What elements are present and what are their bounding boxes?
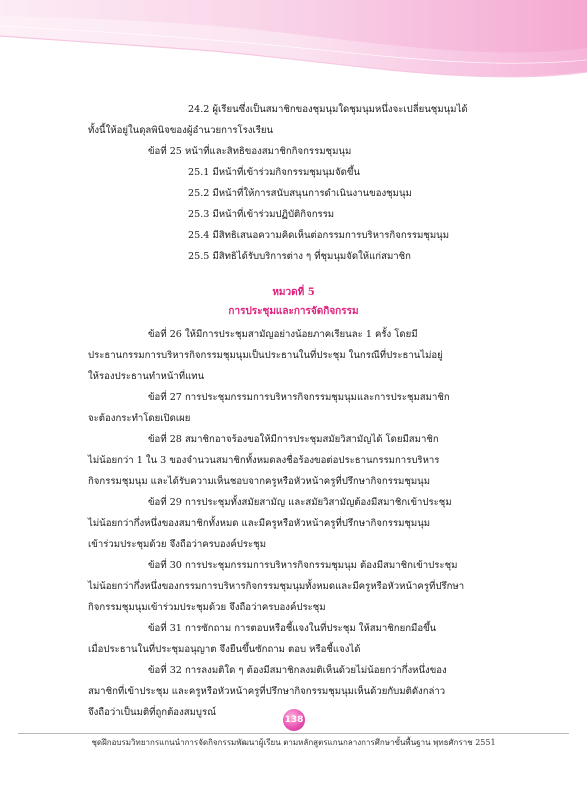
- body-line: ข้อที่ 31 การซักถาม การตอบหรือชี้แจงในที่ประชุม ให้สมาชิกยกมือขึ้น: [148, 623, 437, 634]
- body-line: กิจกรรมชุมนุมเข้าร่วมประชุมด้วย จึงถือว่าครบองค์ประชุม: [88, 602, 326, 613]
- footer-divider: [18, 733, 569, 734]
- chapter-title: การประชุมและการจัดกิจกรรม: [228, 306, 359, 317]
- body-line: ข้อที่ 28 สมาชิกอาจร้องขอให้มีการประชุมสมัยวิสามัญได้ โดยมีสมาชิก: [148, 434, 439, 445]
- body-line: ให้รองประธานทำหน้าที่แทน: [88, 371, 205, 382]
- article-25-heading: ข้อที่ 25 หน้าที่และสิทธิของสมาชิกกิจกรรมชุมนุม: [148, 146, 352, 157]
- body-line: สมาชิกที่เข้าประชุม และครูหรือหัวหน้าครูที่ปรึกษากิจกรรมชุมนุมเห็นด้วยกับมติดังกล่าว: [88, 686, 446, 697]
- body-line: จึงถือว่าเป็นมติที่ถูกต้องสมบูรณ์: [88, 707, 217, 718]
- body-line: เมื่อประธานในที่ประชุมอนุญาต จึงยืนขึ้นซักถาม ตอบ หรือชี้แจงได้: [88, 644, 361, 655]
- body-line: ไม่น้อยกว่า 1 ใน 3 ของจำนวนสมาชิกทั้งหมดลงชื่อร้องขอต่อประธานกรรมการบริหาร: [88, 455, 440, 466]
- body-line: ข้อที่ 27 การประชุมกรรมการบริหารกิจกรรมชุมนุมและการประชุมสมาชิก: [148, 392, 450, 403]
- body-line: จะต้องกระทำโดยเปิดเผย: [88, 413, 191, 424]
- body-line: ไม่น้อยกว่ากึ่งหนึ่งของสมาชิกทั้งหมด และมีครูหรือหัวหน้าครูที่ปรึกษากิจกรรมชุมนุม: [88, 518, 431, 529]
- item-25-4: 25.4 มีสิทธิเสนอความคิดเห็นต่อกรรมการบริหารกิจกรรมชุมนุม: [188, 230, 450, 241]
- item-25-3: 25.3 มีหน้าที่เข้าร่วมปฏิบัติกิจกรรม: [188, 209, 335, 220]
- body-line: ข้อที่ 32 การลงมติใด ๆ ต้องมีสมาชิกลงมติเห็นด้วยไม่น้อยกว่ากึ่งหนึ่งของ: [148, 665, 447, 676]
- body-line: ประธานกรรมการบริหารกิจกรรมชุมนุมเป็นประธานในที่ประชุม ในกรณีที่ประธานไม่อยู่: [88, 350, 443, 361]
- body-line: ข้อที่ 26 ให้มีการประชุมสามัญอย่างน้อยภาคเรียนละ 1 ครั้ง โดยมี: [148, 329, 418, 340]
- body-line: กิจกรรมชุมนุม และได้รับความเห็นชอบจากครูหรือหัวหน้าครูที่ปรึกษากิจกรรมชุมนุม: [88, 476, 431, 487]
- body-line: เข้าร่วมประชุมด้วย จึงถือว่าครบองค์ประชุม: [88, 539, 267, 550]
- body-line: ข้อที่ 30 การประชุมกรรมการบริหารกิจกรรมชุมนุม ต้องมีสมาชิกเข้าประชุม: [148, 560, 458, 571]
- item-25-2: 25.2 มีหน้าที่ให้การสนับสนุนการดำเนินงานของชุมนุม: [188, 188, 412, 199]
- item-25-1: 25.1 มีหน้าที่เข้าร่วมกิจกรรมชุมนุมจัดขึ้น: [188, 167, 360, 178]
- page-number-badge: 138: [283, 709, 305, 731]
- item-24-2-line-1: 24.2 ผู้เรียนซึ่งเป็นสมาชิกของชุมนุมใดชุมนุมหนึ่งจะเปลี่ยนชุมนุมได้: [188, 104, 468, 115]
- item-24-2-line-2: ทั้งนี้ให้อยู่ในดุลพินิจของผู้อำนวยการโรงเรียน: [88, 125, 274, 136]
- footer-caption: ชุดฝึกอบรมวิทยากรแกนนำการจัดกิจกรรมพัฒนาผู้เรียน ตามหลักสูตรแกนกลางการศึกษาขั้นพื้นฐาน พุทธศักราช 2551: [91, 738, 496, 747]
- body-line: ไม่น้อยกว่ากึ่งหนึ่งของกรรมการบริหารกิจกรรมชุมนุมทั้งหมดและมีครูหรือหัวหน้าครูที่ปรึกษา: [88, 581, 465, 592]
- chapter-heading: หมวดที่ 5: [272, 287, 315, 298]
- item-25-5: 25.5 มีสิทธิได้รับบริการต่าง ๆ ที่ชุมนุมจัดให้แก่สมาชิก: [188, 251, 411, 262]
- body-line: ข้อที่ 29 การประชุมทั้งสมัยสามัญ และสมัยวิสามัญต้องมีสมาชิกเข้าประชุม: [148, 497, 452, 508]
